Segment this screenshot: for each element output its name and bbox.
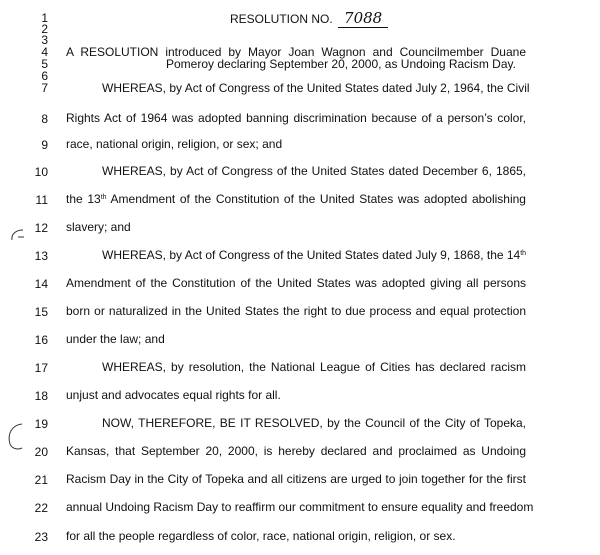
p5-line-1: NOW, THEREFORE, BE IT RESOLVED, by the Council of the City of Topeka, xyxy=(102,416,526,430)
line-number: 20 xyxy=(34,445,48,459)
line-number: 5 xyxy=(41,57,48,71)
p5-line-2: Kansas, that September 20, 2000, is hereby declared and proclaimed as Undoing xyxy=(66,444,526,458)
intro-line-2: Pomeroy declaring September 20, 2000, as Undoing Racism Day. xyxy=(166,57,516,71)
margin-pen-mark xyxy=(4,420,26,454)
line-number: 11 xyxy=(35,193,48,207)
resolution-title xyxy=(230,9,388,28)
p1-line-2: Rights Act of 1964 was adopted banning discrimination because of a person’s color, xyxy=(66,111,526,125)
line-number: 17 xyxy=(34,361,48,375)
ordinal-suffix: th xyxy=(100,194,107,201)
line-number: 6 xyxy=(41,69,48,83)
p2-line-3: slavery; and xyxy=(66,220,131,234)
line-number: 2 xyxy=(41,22,48,36)
line-number: 7 xyxy=(41,81,48,95)
line-number: 21 xyxy=(34,473,48,487)
line-number: 22 xyxy=(34,501,48,515)
p5-line-3: Racism Day in the City of Topeka and all citizens are urged to join together for the first xyxy=(66,472,526,486)
p3-line-4: under the law; and xyxy=(66,332,165,346)
line-number: 23 xyxy=(34,530,48,544)
line-number: 4 xyxy=(41,45,48,59)
line-number: 14 xyxy=(34,277,48,291)
p2-line-2 xyxy=(66,192,526,206)
line-number: 8 xyxy=(41,112,48,126)
resolution-label: RESOLUTION NO. xyxy=(230,12,333,26)
p2-line-1: WHEREAS, by Act of Congress of the United States dated December 6, 1865, xyxy=(102,164,526,178)
line-number: 9 xyxy=(41,138,48,152)
p2-line-2-post: Amendment of the Constitution of the United States was adopted abolishing xyxy=(106,192,526,206)
p3-line-3: born or naturalized in the United States the right to due process and equal protection xyxy=(66,304,526,318)
resolution-number: 7088 xyxy=(338,9,388,28)
line-number: 12 xyxy=(34,221,48,235)
p3-line-1-pre: WHEREAS, by Act of Congress of the United States dated July 9, 1868, the 14 xyxy=(102,248,521,262)
line-number: 16 xyxy=(34,333,48,347)
p5-line-5: for all the people regardless of color, race, national origin, religion, or sex. xyxy=(66,529,456,543)
line-number: 15 xyxy=(34,305,48,319)
p4-line-2: unjust and advocates equal rights for all. xyxy=(66,388,281,402)
line-number: 3 xyxy=(41,33,48,47)
p1-line-1: WHEREAS, by Act of Congress of the United States dated July 2, 1964, the Civil xyxy=(102,81,530,95)
p2-line-2-pre: the 13 xyxy=(66,192,101,206)
p5-line-4: annual Undoing Racism Day to reaffirm our commitment to ensure equality and freedom xyxy=(66,500,534,514)
p4-line-1: WHEREAS, by resolution, the National League of Cities has declared racism xyxy=(102,360,526,374)
line-number: 18 xyxy=(34,389,48,403)
p3-line-2: Amendment of the Constitution of the United States was adopted giving all persons xyxy=(66,276,526,290)
line-number: 1 xyxy=(41,11,48,25)
margin-pen-mark xyxy=(6,226,26,248)
intro-line-1: A RESOLUTION introduced by Mayor Joan Wagnon and Councilmember Duane xyxy=(66,45,526,59)
line-number: 13 xyxy=(34,249,48,263)
p1-line-3: race, national origin, religion, or sex; and xyxy=(66,137,283,151)
line-number: 10 xyxy=(34,165,48,179)
p3-line-1 xyxy=(102,248,526,262)
line-number: 19 xyxy=(34,417,48,431)
ordinal-suffix: th xyxy=(520,250,527,257)
